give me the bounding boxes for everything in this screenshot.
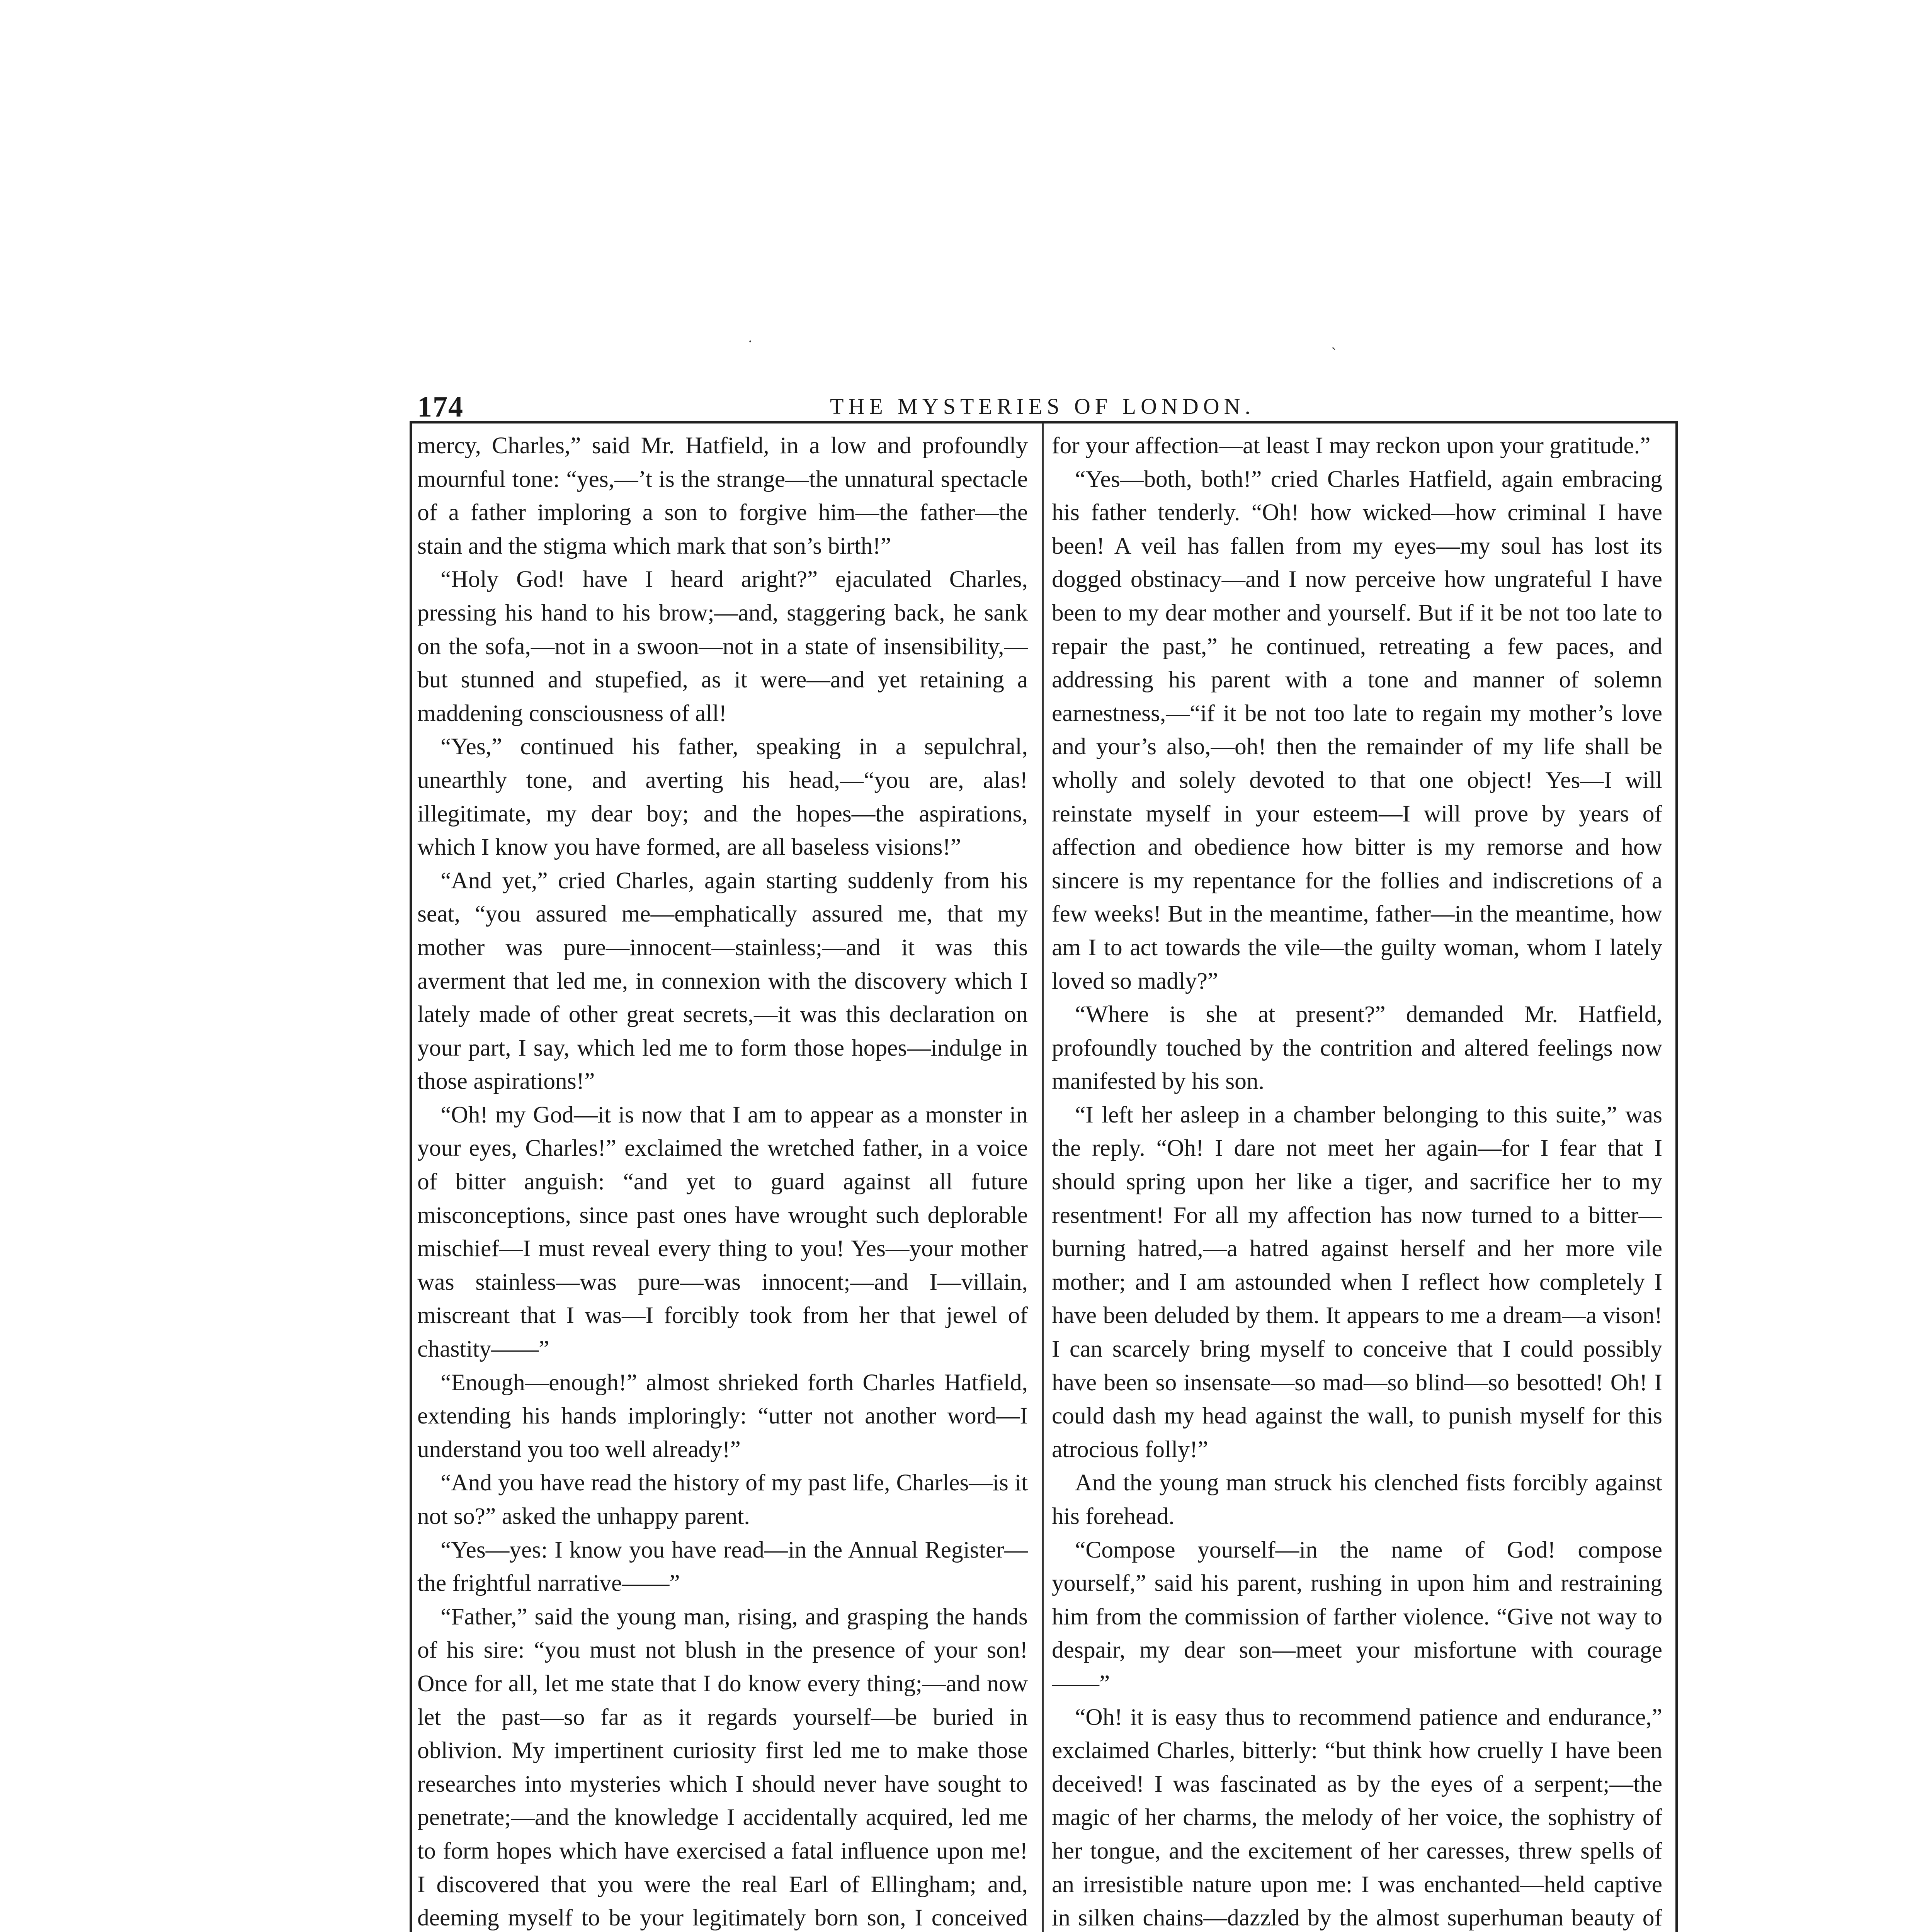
running-head (410, 386, 1675, 423)
paragraph: “Yes—yes: I know you have read—in the Annual Register—the frightful narrative——” (417, 1536, 1028, 1597)
running-title: THE MYSTERIES OF LONDON. (830, 394, 1255, 419)
column-rule (1042, 423, 1044, 1932)
paragraph: “Where is she at present?” demanded Mr. Hatfield, profoundly touched by the contrition and altered feelings now manifested by his son. (1052, 1001, 1662, 1095)
page-number: 174 (417, 391, 464, 423)
paragraph: And the young man struck his clenched fists forcibly against his forehead. (1052, 1469, 1662, 1529)
paragraph: “Father,” said the young man, rising, and grasping the hands of his sire: “you must not blush in the presence of your son! Once for all, let me state that I do know every thing;—and now let the past—so far as it regards yourself—be buried in oblivion. My impertinent curiosity first led me to make those researches into mysteries which I should never have sought to penetrate;—and the knowledge I accidentally acquired, led me to form hopes which have exercised a fatal influence upon me! I discovered that you were the real Earl of Ellingham; and, deeming myself to be your legitimately born son, I conceived (417, 1603, 1028, 1931)
paragraph: “Holy God! have I heard aright?” ejaculated Charles, pressing his hand to his brow;—and, staggering back, he sank on the sofa,—not in a swoon—not in a state of insensibility,—but stunned and stupefied, as it were—and yet retaining a maddening consciousness of all! (417, 566, 1028, 726)
print-speck: ˎ (1331, 333, 1337, 350)
paragraph: “And you have read the history of my past life, Charles—is it not so?” asked the unhappy parent. (417, 1469, 1028, 1529)
paragraph: “Yes,” continued his father, speaking in a sepulchral, unearthly tone, and averting his head,—“you are, alas! illegitimate, my dear boy; and the hopes—the aspirations, which I know you have formed, are all baseless visions!” (417, 733, 1028, 861)
paragraph: for your affection—at least I may reckon upon your gratitude.” (1052, 432, 1651, 459)
paragraph: “I left her asleep in a chamber belonging to this suite,” was the reply. “Oh! I dare not meet her again—for I fear that I should spring upon her like a tiger, and sacrifice her to my resentment! For all my affection has now turned to a bitter—burning hatred,—a hatred against herself and her more vile mother; and I am astounded when I reflect how completely I have been deluded by them. It appears to me a dream—a vison! I can scarcely bring myself to conceive that I could possibly have been so insensate—so mad—so blind—so besotted! Oh! I could dash my head against the wall, to punish myself for this atrocious folly!” (1052, 1101, 1662, 1463)
paragraph: “Compose yourself—in the name of God! compose yourself,” said his parent, rushing in upon him and restraining him from the commission of farther violence. “Give not way to despair, my dear son—meet your misfortune with courage——” (1052, 1536, 1662, 1697)
right-column (1052, 429, 1662, 1932)
paragraph: “Oh! it is easy thus to recommend patience and endurance,” exclaimed Charles, bitterly: “but think how cruelly I have been deceived! I was fascinated as by the eyes of a serpent;—the magic of her charms, the melody of her voice, the sophistry of her tongue, and the excitement of her caresses, threw spells of an irresistible nature upon me: I was enchanted—held captive in silken chains—dazzled by the almost superhuman beauty of (1052, 1704, 1662, 1931)
paragraph: “Oh! my God—it is now that I am to appear as a monster in your eyes, Charles!” exclaimed the wretched father, in a voice of bitter anguish: “and yet to guard against all future misconceptions, since past ones have wrought such deplorable mischief—I must reveal every thing to you! Yes—your mother was stainless—was pure—was innocent;—and I—villain, miscreant that I was—I forcibly took from her that jewel of chastity——” (417, 1101, 1028, 1362)
paragraph: “Yes—both, both!” cried Charles Hatfield, again embracing his father tenderly. “Oh! how wicked—how criminal I have been! A veil has fallen from my eyes—my soul has lost its dogged obstinacy—and I now perceive how ungrateful I have been to my dear mother and yourself. But if it be not too late to repair the past,” he continued, retreating a few paces, and addressing his parent with a tone and manner of solemn earnestness,—“if it be not too late to regain my mother’s love and your’s also,—oh! then the remainder of my life shall be wholly and solely devoted to that one object! Yes—I will reinstate myself in your esteem—I will prove by years of affection and obedience how bitter is my remorse and how sincere is my repentance for the follies and indiscretions of a few weeks! But in the meantime, father—in the meantime, how am I to act towards the vile—the guilty woman, whom I lately loved so madly?” (1052, 466, 1662, 994)
print-speck: · (748, 333, 753, 350)
left-column (417, 429, 1028, 1932)
paragraph: “And yet,” cried Charles, again starting suddenly from his seat, “you assured me—emphatically assured me, that my mother was pure—innocent—stainless;—and it was this averment that led me, in connexion with the discovery which I lately made of other great secrets,—it was this declaration on your part, I say, which led me to form those hopes—indulge in those aspirations!” (417, 867, 1028, 1095)
paragraph: mercy, Charles,” said Mr. Hatfield, in a low and profoundly mournful tone: “yes,—’t is the strange—the unnatural spectacle of a father imploring a son to forgive him—the father—the stain and the stigma which mark that son’s birth!” (417, 432, 1028, 559)
paragraph: “Enough—enough!” almost shrieked forth Charles Hatfield, extending his hands imploringly: “utter not another word—I understand you too well already!” (417, 1369, 1028, 1463)
